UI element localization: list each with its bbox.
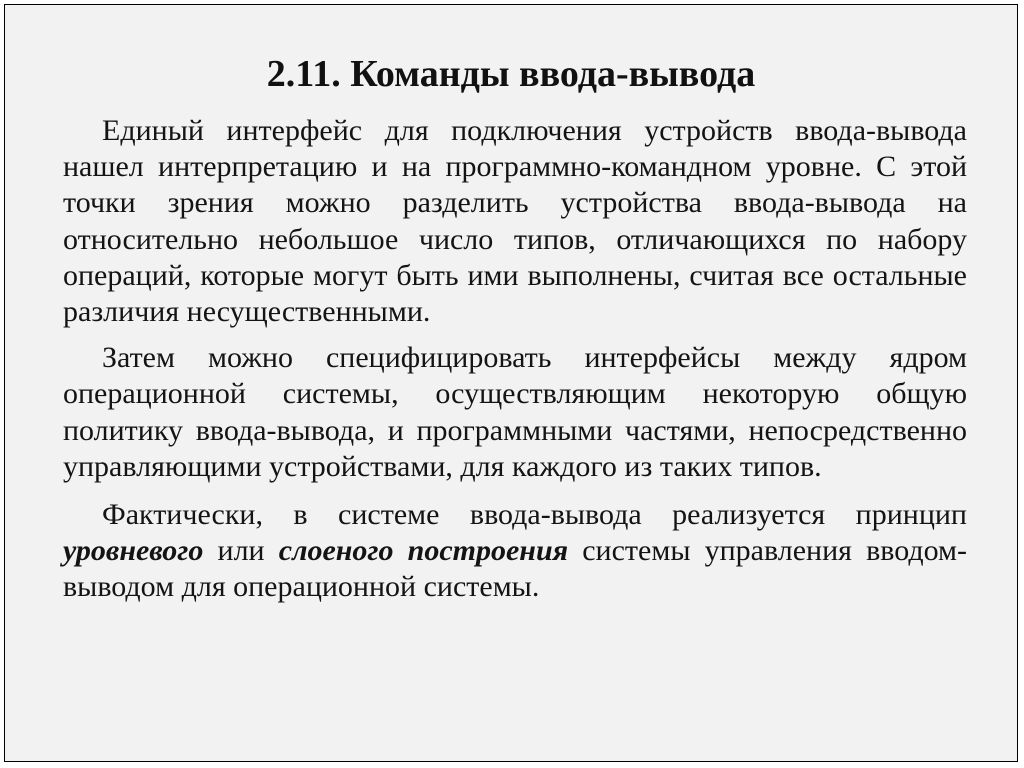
slide xyxy=(4,4,1018,762)
paragraph-text-part: или xyxy=(203,534,279,568)
paragraph-interface: Единый интерфейс для подключения устройств ввода-вывода нашел интерпретацию и на программно-командном уровне. С этой точки зрения можно разделить устройства ввода-вывода на относительно небольшое число типов, отличающихся по набору операций, которые могут быть ими выполнены, считая все остальные различия несущественными. xyxy=(63,114,967,329)
emphasis-term-level: уровневого xyxy=(63,534,204,568)
paragraph-text-part: Фактически, в системе ввода-вывода реализуется принцип xyxy=(102,498,967,532)
paragraph-specification: Затем можно специфицировать интерфейсы между ядром операционной системы, осуществляющим некоторую общую политику ввода-вывода, и программными частями, непосредственно управляющими устройствами, для каждого из таких типов. xyxy=(63,341,967,483)
paragraph-layered-principle xyxy=(63,497,967,606)
slide-title: 2.11. Команды ввода-вывода xyxy=(266,53,756,95)
emphasis-term-layered: слоеного построения xyxy=(278,534,569,568)
paragraph-text-part: системы управления вводом-выводом для операционной системы. xyxy=(63,534,968,604)
slide-body xyxy=(63,113,967,606)
